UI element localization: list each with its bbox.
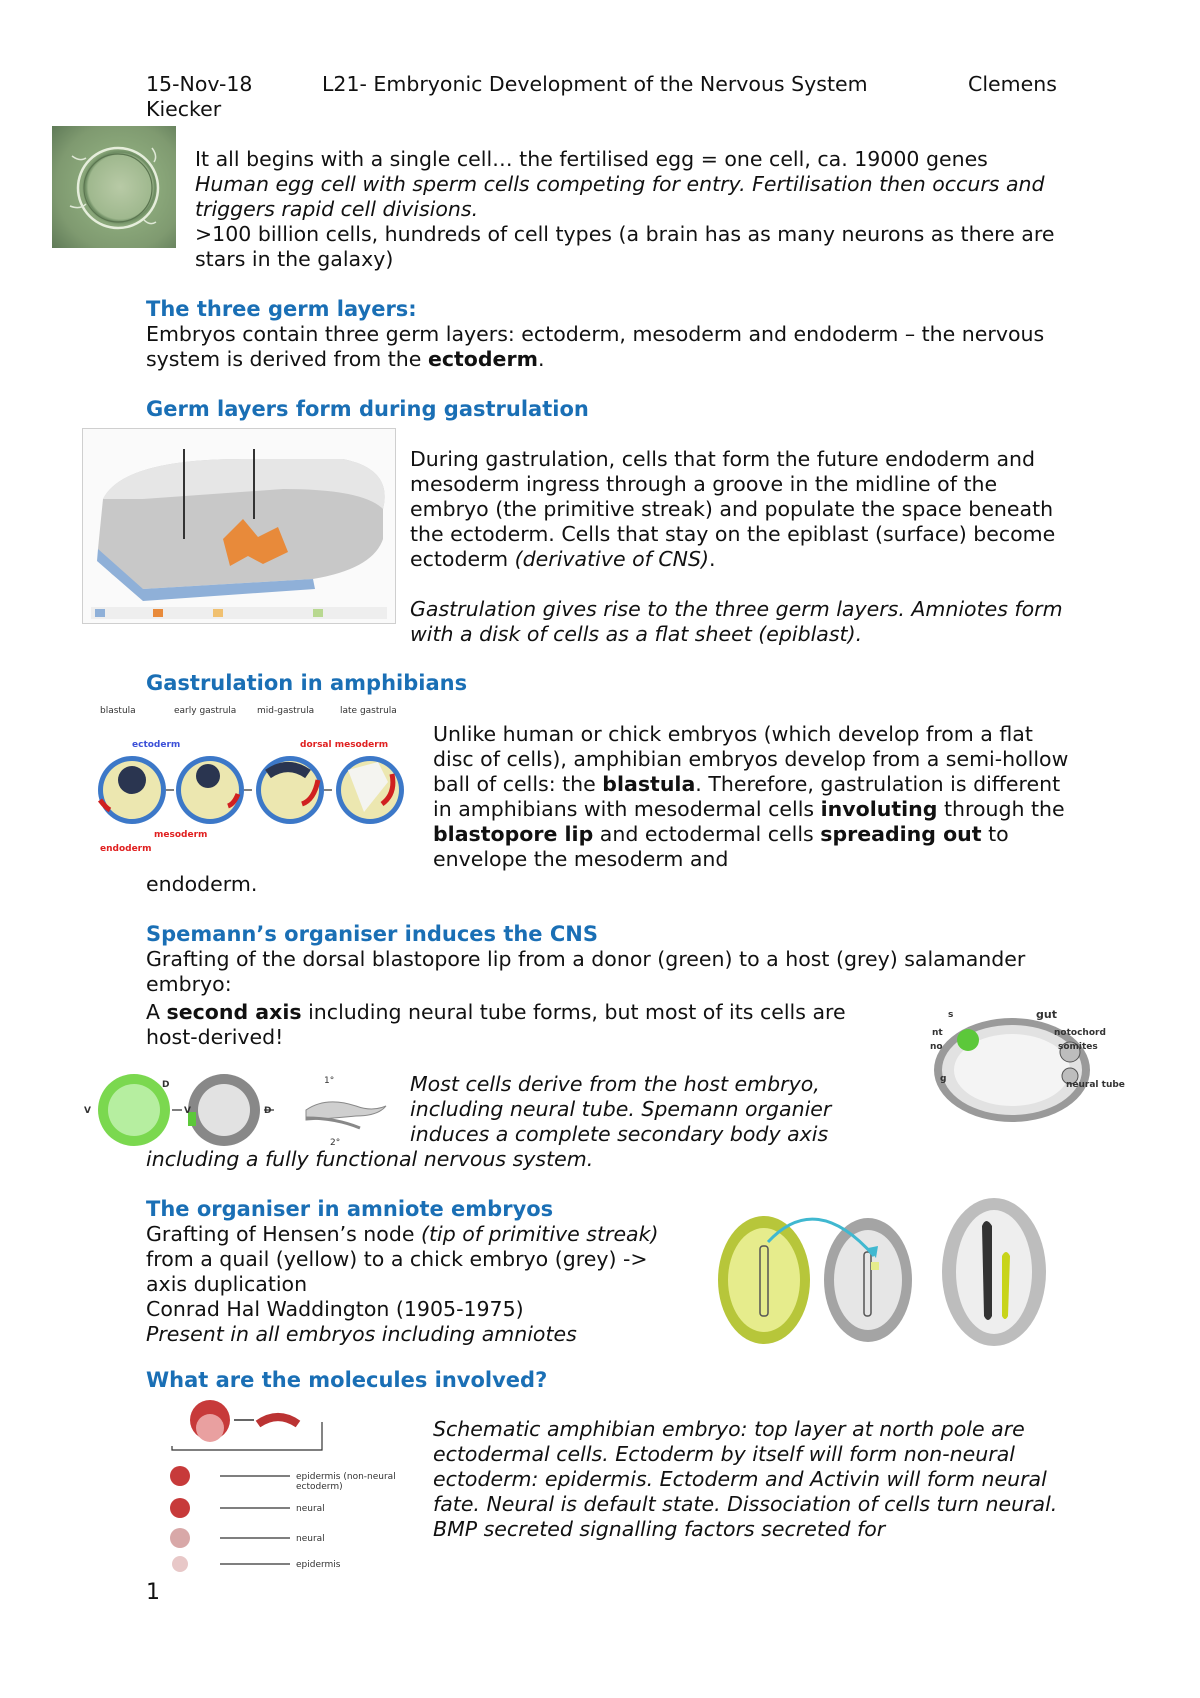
heading-amniote: The organiser in amniote embryos <box>146 1197 554 1221</box>
amphibian-gastrulation-diagram <box>92 704 422 856</box>
organiser-graft-diagram <box>84 1068 396 1150</box>
label-secondary-axis: 2° <box>330 1138 341 1148</box>
gastrulation-diagram <box>82 428 396 624</box>
heading-gastrulation: Germ layers form during gastrulation <box>146 397 589 421</box>
header-author-last: Kiecker <box>146 97 222 121</box>
label-neural-1: neural <box>296 1504 325 1514</box>
label-nt: nt <box>932 1028 943 1038</box>
label-ectoderm: ectoderm <box>132 740 181 750</box>
hensens-node-graft-diagram <box>716 1196 916 1346</box>
label-gut: gut <box>1036 1008 1057 1021</box>
egg-cell-image <box>52 126 176 248</box>
label-d2: D <box>264 1106 272 1116</box>
label-s: s <box>948 1010 954 1020</box>
label-primary-axis: 1° <box>324 1076 335 1086</box>
molecules-italic: Schematic amphibian embryo: top layer at north pole are ectodermal cells. Ectoderm by itself will form non-neural ectoderm: epidermis. Ectoderm and Activin will form neural fate. Neural is default state. Dissociation of cells turn neural. BMP secreted signalling factors secreted for <box>433 1417 1058 1541</box>
label-blastula: blastula <box>100 706 136 716</box>
late-gastrula-stage <box>336 756 404 824</box>
amniote-l3: axis duplication <box>146 1272 308 1296</box>
label-neural-2: neural <box>296 1534 325 1544</box>
label-endoderm: endoderm <box>100 844 152 854</box>
heading-molecules: What are the molecules involved? <box>146 1368 548 1392</box>
intro-line3: >100 billion cells, hundreds of cell types (a brain has as many neurons as there are stars in the galaxy) <box>195 222 1055 271</box>
blastula-stage <box>98 756 166 824</box>
spemann-italic: Most cells derive from the host embryo, including neural tube. Spemann organier induces a complete secondary body axis <box>410 1072 832 1146</box>
amniote-l5: Present in all embryos including amniotes <box>146 1322 577 1346</box>
amniote-text <box>146 1222 706 1347</box>
label-d1: D <box>162 1080 170 1090</box>
label-no: no <box>930 1042 943 1052</box>
amniote-l4: Conrad Hal Waddington (1905-1975) <box>146 1297 524 1321</box>
spemann-p2: A second axis including neural tube forms, but most of its cells are host-derived! <box>146 1000 846 1049</box>
heading-amphibians: Gastrulation in amphibians <box>146 671 468 695</box>
label-dorsal-mesoderm: dorsal mesoderm <box>300 740 389 750</box>
chick-axis-duplication-image <box>940 1196 1048 1348</box>
spemann-italic-end: including a fully functional nervous system. <box>146 1147 594 1171</box>
label-somites: somites <box>1058 1042 1098 1052</box>
label-v2: V <box>184 1106 191 1116</box>
intro-text <box>195 147 1075 272</box>
amphibians-text-end: endoderm. <box>146 872 258 896</box>
label-late-gastrula: late gastrula <box>340 706 397 716</box>
early-gastrula-stage <box>176 756 244 824</box>
label-epidermis-nonneural: epidermis (non-neural ectoderm) <box>296 1472 396 1492</box>
label-epidermis: epidermis <box>296 1560 341 1570</box>
secondary-axis-cross-section <box>920 1006 1138 1126</box>
intro-italic: Human egg cell with sperm cells competing for entry. Fertilisation then occurs and triggers rapid cell divisions. <box>195 172 1045 221</box>
germ-layers-text: Embryos contain three germ layers: ectoderm, mesoderm and endoderm – the nervous system is derived from the ectoderm. <box>146 322 1045 371</box>
molecules-diagram <box>150 1398 420 1574</box>
heading-germ-layers: The three germ layers: <box>146 297 417 321</box>
header-author-first: Clemens <box>968 72 1057 96</box>
label-v1: V <box>84 1106 91 1116</box>
amniote-l1: Grafting of Hensen’s node (tip of primitive streak) <box>146 1222 659 1246</box>
amphibians-text: Unlike human or chick embryos (which develop from a flat disc of cells), amphibian embryos develop from a semi-hollow ball of cells: the blastula. Therefore, gastrulation is different in amphibians with mesodermal cells involuting through the blastopore lip and ectodermal cells spreading out to envelope the mesoderm and <box>433 722 1069 871</box>
gastrulation-p1: During gastrulation, cells that form the future endoderm and mesoderm ingress through a groove in the midline of the embryo (the primitive streak) and populate the space beneath the ectoderm. Cells that stay on the epiblast (surface) become ectoderm (derivative of CNS). <box>410 447 1056 571</box>
label-early-gastrula: early gastrula <box>174 706 237 716</box>
heading-spemann: Spemann’s organiser induces the CNS <box>146 922 598 946</box>
label-g: g <box>940 1074 947 1084</box>
intro-line1: It all begins with a single cell… the fertilised egg = one cell, ca. 19000 genes <box>195 147 988 171</box>
label-notochord: notochord <box>1054 1028 1106 1038</box>
gastrulation-p2: Gastrulation gives rise to the three germ layers. Amniotes form with a disk of cells as a flat sheet (epiblast). <box>410 597 1063 646</box>
amniote-l2: from a quail (yellow) to a chick embryo (grey) -> <box>146 1247 648 1271</box>
label-mid-gastrula: mid-gastrula <box>257 706 315 716</box>
page-number: 1 <box>146 1580 160 1605</box>
header-title: L21- Embryonic Development of the Nervous System <box>322 72 868 96</box>
mid-gastrula-stage <box>256 756 324 824</box>
gastrulation-text <box>410 447 1075 647</box>
spemann-p1: Grafting of the dorsal blastopore lip from a donor (green) to a host (grey) salamander embryo: <box>146 947 1026 996</box>
label-mesoderm: mesoderm <box>154 830 208 840</box>
header-date: 15-Nov-18 <box>146 72 253 96</box>
label-neural-tube: neural tube <box>1066 1080 1125 1090</box>
